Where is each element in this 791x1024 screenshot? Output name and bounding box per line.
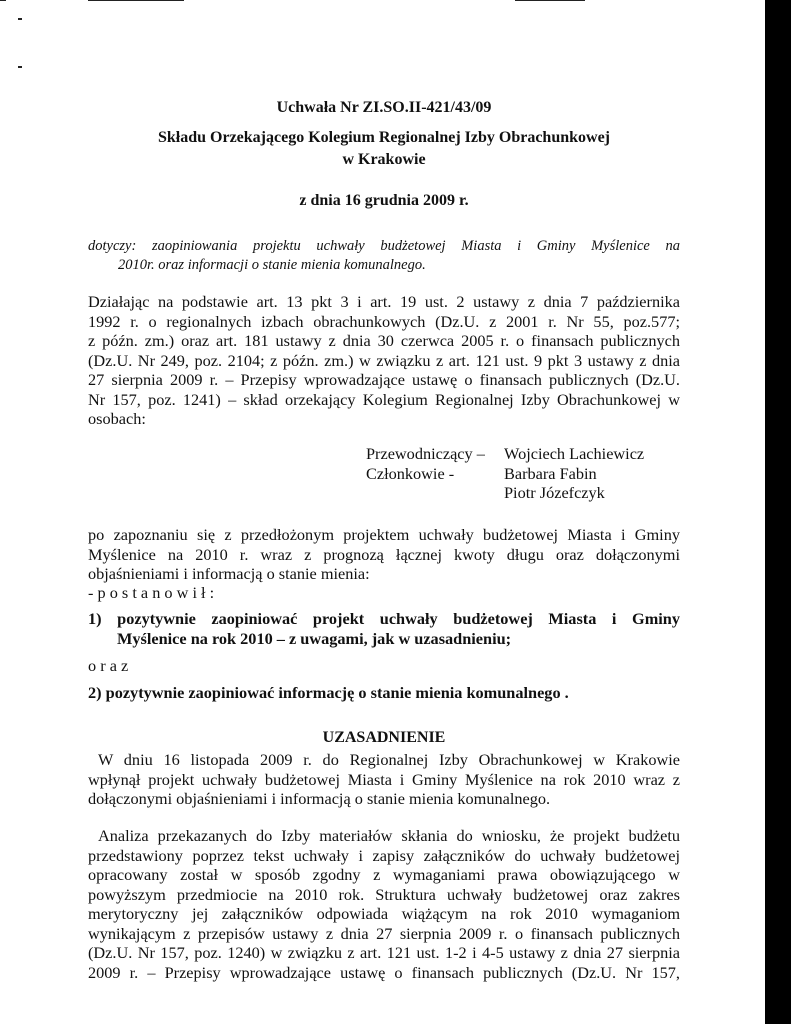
justification-heading: UZASADNIENIE	[322, 729, 446, 746]
decision-1: 1) pozytywnie zaopiniować projekt uchwały budżetowej Miasta i Gminy Myślenice na rok 2010 – z uwagami, jak w uzasadnieniu;	[88, 609, 680, 648]
member-row: Członkowie - Barbara Fabin	[366, 463, 597, 483]
member-row: Piotr Józefczyk	[504, 483, 605, 502]
preamble: Działając na podstawie art. 13 pkt 3 i art. 19 ust. 2 ustawy z dnia 7 października 1992 r. o regionalnych izbach obrachunkowych (Dz.U. z 2001 r. Nr 55, poz.577; z późn. zm.) oraz art. 181 ustawy z dnia 30 czerwca 2005 r. o finansach publicznych (Dz.U. Nr 249, poz. 2104; z późn. zm.) w związku z art. 121 ust. 9 pkt 3 ustawy z dnia 27 sierpnia 2009 r. – Przepisy wprowadzające ustawę o finansach publicznych (Dz.U. Nr 157, poz. 1241) – skład orzekający Kolegium Regionalnej Izby Obrachunkowej w osobach:	[88, 292, 680, 428]
justification-paragraph-1: W dniu 16 listopada 2009 r. do Regionalnej Izby Obrachunkowej w Krakowie wpłynął projekt uchwały budżetowej Miasta i Gminy Myślenice na rok 2010 wraz z dołączonymi objaśnieniami i informacją o stanie mienia komunalnego.	[88, 750, 680, 808]
subject: dotyczy: zaopiniowania projektu uchwały budżetowej Miasta i Gminy Myślenice na 2010r. oraz informacji o stanie mienia komunalnego.	[88, 238, 680, 273]
justification-paragraph-2: Analiza przekazanych do Izby materiałów skłania do wniosku, że projekt budżetu przedstawiony poprzez tekst uchwały i zapisy załączników do uchwały budżetowej opracowany został w sposób zgodny z wymaganiami prawa obowiązującego w powyższym przedmiocie na 2010 rok. Struktura uchwały budżetowej oraz zakres merytoryczny jej załączników odpowiada wiążącym na rok 2010 wymaganiom wynikającym z przepisów ustawy z dnia 27 sierpnia 2009 r. o finansach publicznych (Dz.U. Nr 157, poz. 1240) w związku z art. 121 ust. 1-2 i 4-5 ustawy z dnia 27 sierpnia 2009 r. – Przepisy wprowadzające ustawę o finansach publicznych (Dz.U. Nr 157,	[88, 826, 680, 982]
review-paragraph: po zapoznaniu się z przedłożonym projektem uchwały budżetowej Miasta i Gminy Myślenice na 2010 r. wraz z prognozą łącznej kwoty długu oraz dołączonymi objaśnieniami i informacją o stanie mienia:	[88, 525, 680, 583]
resolution-date: z dnia 16 grudnia 2009 r.	[299, 192, 469, 209]
scan-artifact	[515, 0, 585, 1]
member-row: Przewodniczący – Wojciech Lachiewicz	[366, 444, 645, 463]
decision-2: 2) pozytywnie zaopiniować informację o stanie mienia komunalnego .	[88, 683, 569, 702]
oraz-line: o r a z	[88, 656, 129, 675]
composition-table	[366, 444, 644, 503]
scan-edge-bar	[765, 0, 791, 1024]
scan-artifact	[0, 0, 6, 1]
scan-artifact	[88, 0, 184, 1]
scan-artifact	[18, 18, 22, 20]
scan-artifact	[18, 66, 22, 68]
resolved-line: - p o s t a n o w i ł :	[88, 583, 215, 602]
issuing-body: Składu Orzekającego Kolegium Regionalnej Izby Obrachunkowej w Krakowie	[157, 129, 610, 168]
resolution-title: Uchwała Nr ZI.SO.II-421/43/09	[276, 99, 492, 116]
